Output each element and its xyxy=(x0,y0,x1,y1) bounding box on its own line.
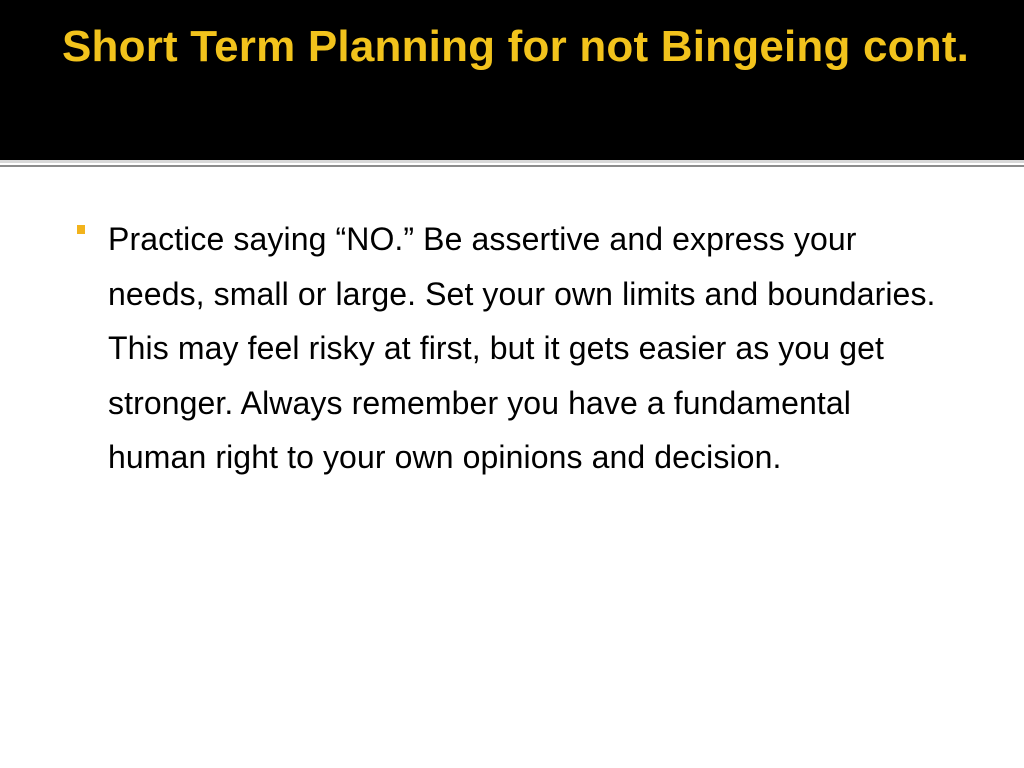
title-divider-bottom xyxy=(0,165,1024,167)
bullet-text: Practice saying “NO.” Be assertive and express your needs, small or large. Set your own limits and boundaries. This may feel risky at first, but it gets easier as you get stronger. Always remember you have a fundamental human right to your own opinions and decision. xyxy=(108,221,936,475)
title-bar xyxy=(0,0,1024,160)
title-divider-top xyxy=(0,160,1024,163)
slide-title: Short Term Planning for not Bingeing cont. xyxy=(62,22,970,71)
square-bullet-icon xyxy=(77,225,85,234)
